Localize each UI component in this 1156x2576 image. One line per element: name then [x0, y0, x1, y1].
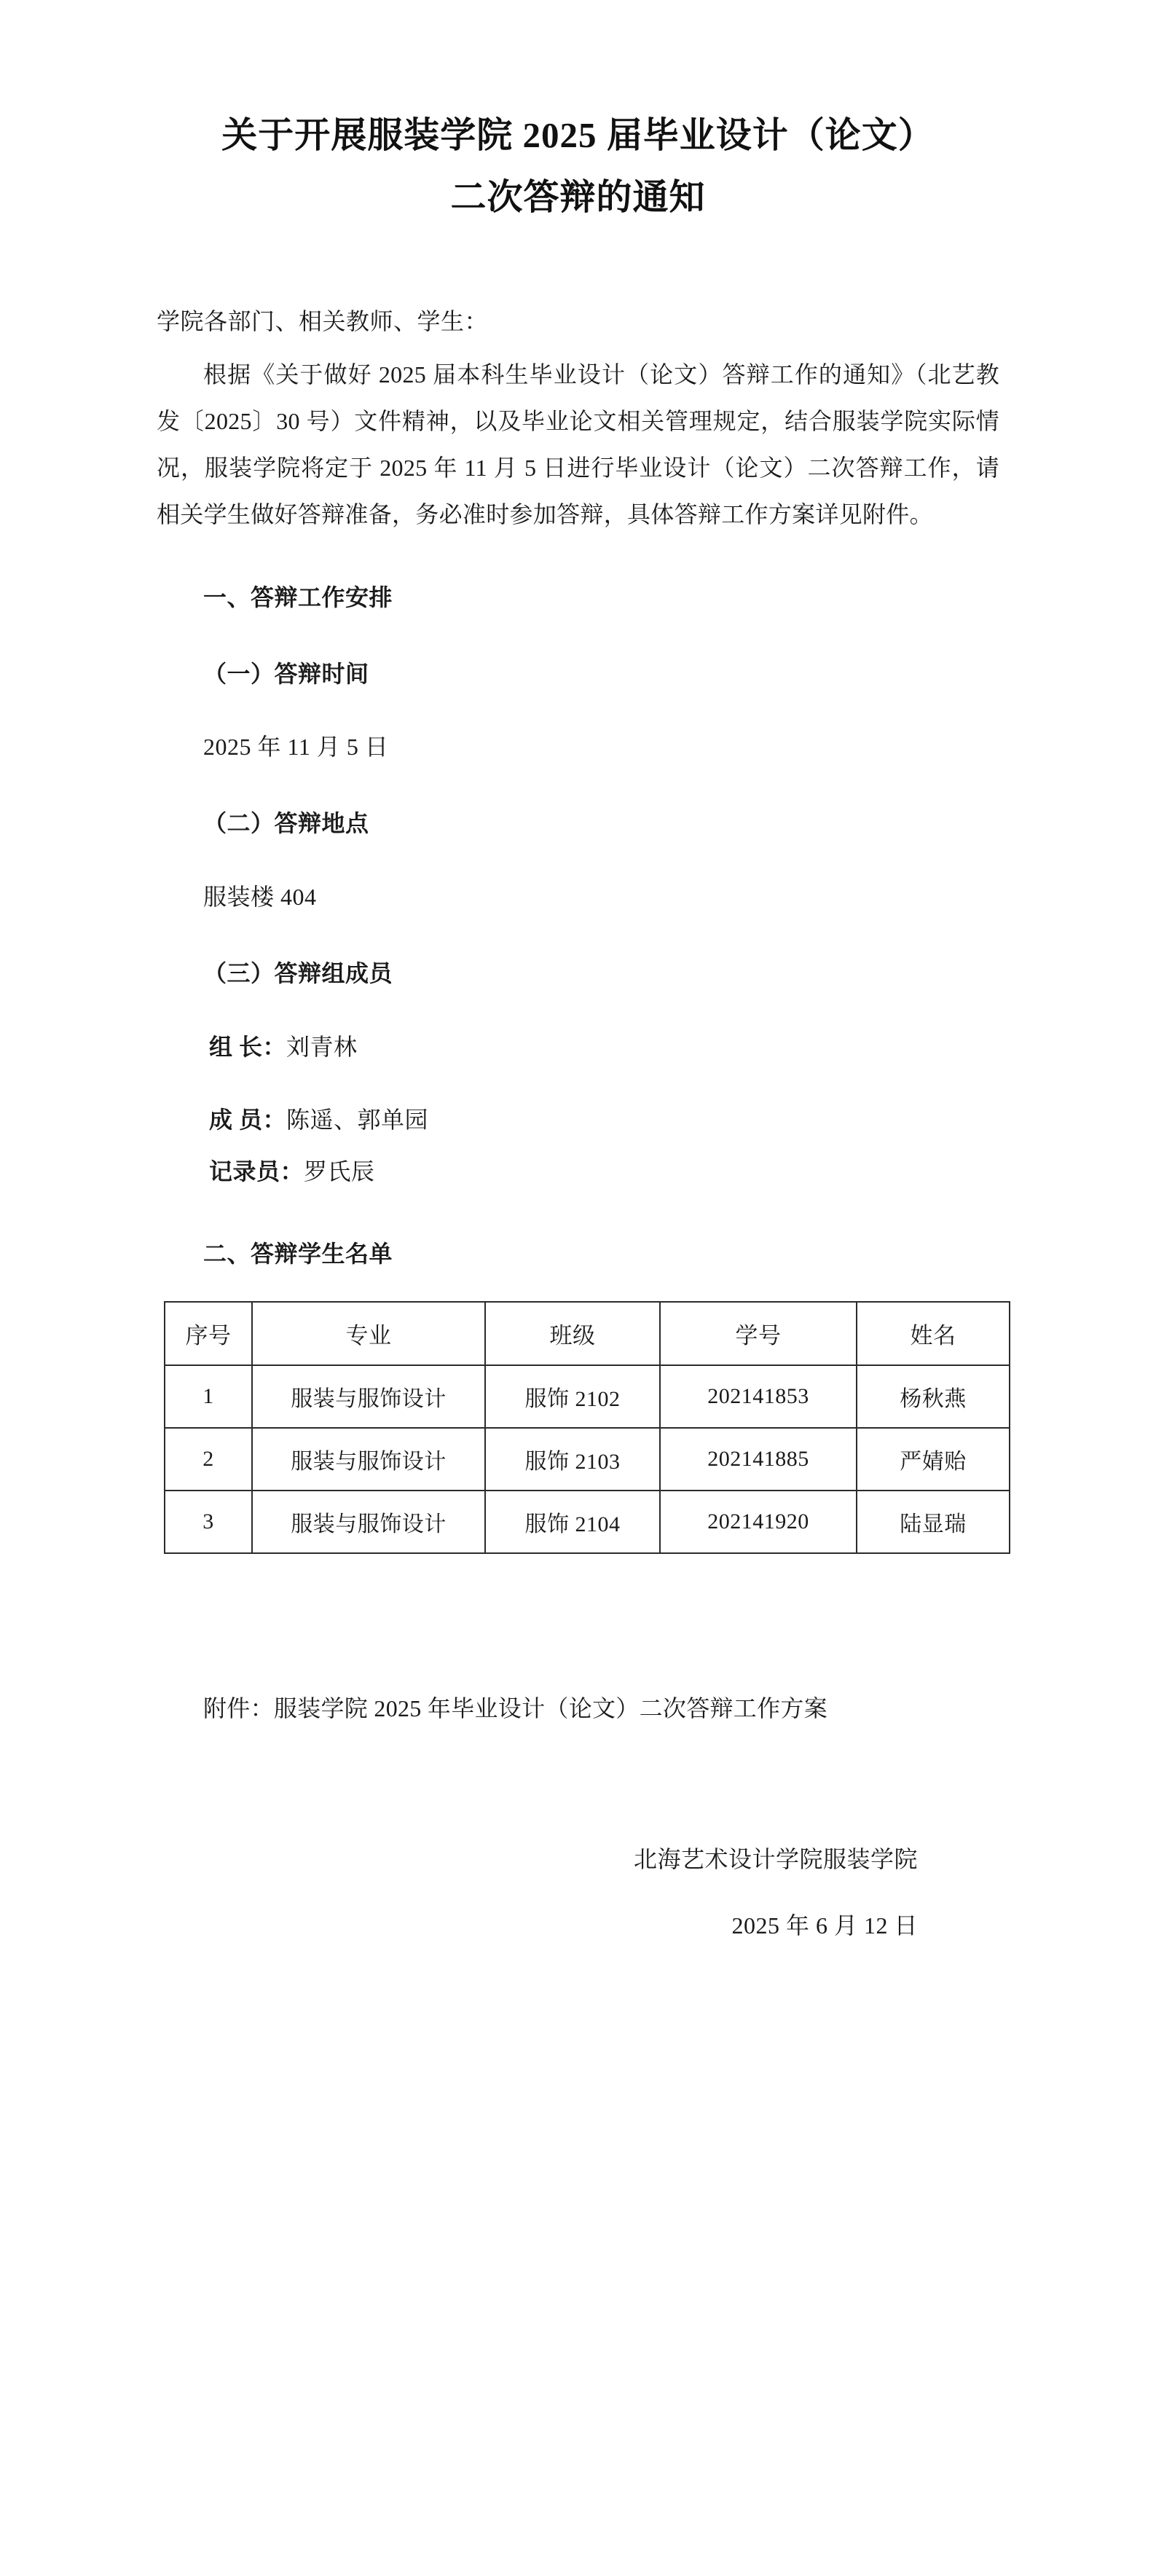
title-line-2: 二次答辩的通知: [450, 177, 706, 218]
table-cell: 杨秋燕: [857, 1365, 1010, 1428]
table-cell: 服装与服饰设计: [252, 1491, 485, 1553]
panel-recorder-value: 罗氏辰: [304, 1158, 375, 1185]
title-line-1: 关于开展服装学院 2025 届毕业设计（论文）: [221, 115, 935, 155]
table-cell: 服饰 2103: [485, 1428, 660, 1491]
table-header-cell: 学号: [660, 1302, 857, 1365]
panel-leader-label: 组 长：: [209, 1033, 287, 1060]
table-header-row: [165, 1302, 1010, 1365]
table-cell: 202141885: [660, 1428, 857, 1491]
signature-organization: 北海艺术设计学院服装学院: [633, 1845, 918, 1872]
panel-members-value: 陈遥、郭单园: [286, 1107, 429, 1134]
subheading-defense-panel: （三）答辩组成员: [203, 959, 393, 986]
table-header-cell: 序号: [165, 1302, 252, 1365]
table-cell: 202141920: [660, 1491, 857, 1553]
panel-leader-line: [157, 1025, 999, 1069]
table-cell: 2: [165, 1428, 252, 1491]
page-title: [157, 109, 999, 223]
table-header-cell: 班级: [485, 1302, 660, 1365]
panel-recorder-line: [157, 1150, 999, 1194]
table-cell: 陆显瑞: [857, 1491, 1010, 1553]
salutation: 学院各部门、相关教师、学生：: [157, 308, 489, 335]
table-row: [165, 1428, 1010, 1491]
subheading-defense-place: （二）答辩地点: [203, 810, 369, 837]
panel-members-line: [157, 1098, 999, 1142]
table-header-cell: 姓名: [857, 1302, 1010, 1365]
table-cell: 服饰 2104: [485, 1491, 660, 1553]
attachment-note: 附件：服装学院 2025 年毕业设计（论文）二次答辩工作方案: [203, 1695, 828, 1721]
panel-members-label: 成 员：: [209, 1107, 287, 1134]
table-cell: 服装与服饰设计: [252, 1365, 485, 1428]
table-cell: 202141853: [660, 1365, 857, 1428]
table-row: [165, 1365, 1010, 1428]
section-heading-1: 一、答辩工作安排: [203, 584, 393, 610]
table-row: [165, 1491, 1010, 1553]
subheading-defense-time: （一）答辩时间: [203, 660, 369, 687]
table-cell: 3: [165, 1491, 252, 1553]
students-table: [164, 1301, 1010, 1554]
section-heading-2: 二、答辩学生名单: [203, 1241, 393, 1268]
intro-paragraph: 根据《关于做好 2025 届本科生毕业设计（论文）答辩工作的通知》（北艺教发〔2025〕30 号）文件精神，以及毕业论文相关管理规定，结合服装学院实际情况，服装学院将定于 2025 年 11 月 5 日进行毕业设计（论文）二次答辩工作，请相关学生做好答辩准备，务必准时参加答辩，具体答辩工作方案详见附件。: [157, 361, 999, 527]
table-cell: 服饰 2102: [485, 1365, 660, 1428]
signature-date: 2025 年 6 月 12 日: [731, 1912, 918, 1939]
panel-leader-value: 刘青林: [286, 1033, 358, 1060]
panel-recorder-label: 记录员：: [209, 1158, 304, 1185]
value-defense-place: 服装楼 404: [203, 884, 317, 911]
table-header-cell: 专业: [252, 1302, 485, 1365]
table-cell: 严婧贻: [857, 1428, 1010, 1491]
table-cell: 1: [165, 1365, 252, 1428]
value-defense-time: 2025 年 11 月 5 日: [203, 734, 389, 761]
table-cell: 服装与服饰设计: [252, 1428, 485, 1491]
